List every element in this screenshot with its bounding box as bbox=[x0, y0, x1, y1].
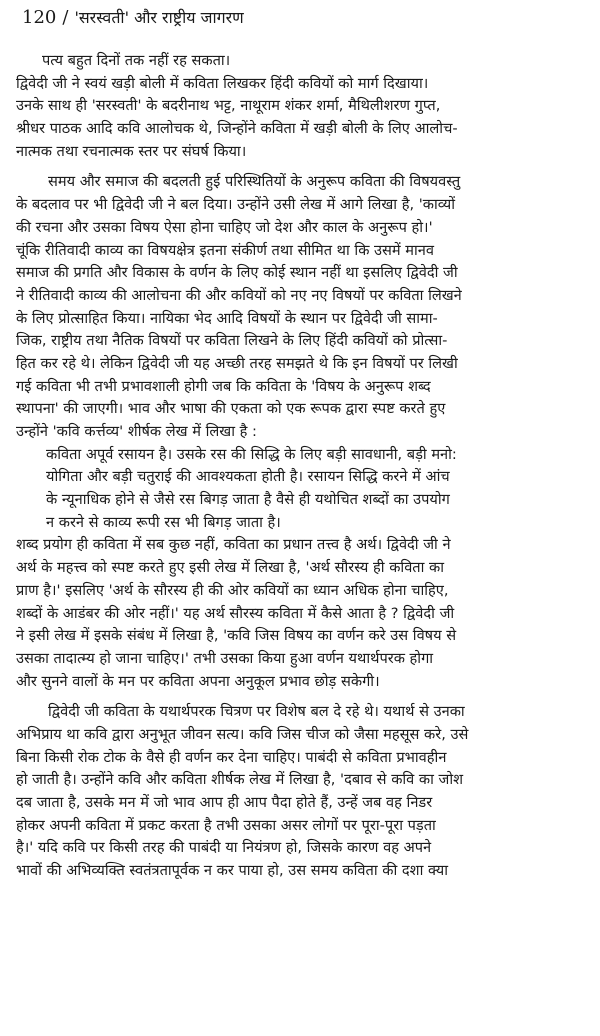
text-line: अर्थ के महत्त्व को स्पष्ट करते हुए इसी लेख में लिखा है, 'अर्थ सौरस्य ही कविता का bbox=[16, 559, 445, 577]
text-line: स्थापना' की जाएगी। भाव और भाषा की एकता को एक रूपक द्वारा स्पष्ट करते हुए bbox=[16, 400, 446, 418]
text-line: हो जाती है। उन्होंने कवि और कविता शीर्षक लेख में लिखा है, 'दबाव से कवि का जोश bbox=[16, 771, 464, 789]
quote-line: योगिता और बड़ी चतुराई की आवश्यकता होती है। रसायन सिद्धि करने में आंच bbox=[46, 468, 450, 486]
text-line: उनके साथ ही 'सरस्वती' के बदरीनाथ भट्ट, नाथूराम शंकर शर्मा, मैथिलीशरण गुप्त, bbox=[16, 97, 441, 115]
text-line: के बदलाव पर भी द्विवेदी जी ने बल दिया। उन्होंने उसी लेख में आगे लिखा है, 'काव्यों bbox=[16, 196, 455, 214]
text-line: होकर अपनी कविता में प्रकट करता है तभी उसका असर लोगों पर पूरा-पूरा पड़ता bbox=[16, 816, 436, 834]
text-line: के लिए प्रोत्साहित किया। नायिका भेद आदि विषयों के स्थान पर द्विवेदी जी सामा- bbox=[16, 309, 438, 327]
text-line: द्विवेदी जी ने स्वयं खड़ी बोली में कविता लिखकर हिंदी कवियों को मार्ग दिखाया। bbox=[16, 74, 429, 92]
paragraph-3 bbox=[16, 534, 586, 693]
text-line: की रचना और उसका विषय ऐसा होना चाहिए जो देश और काल के अनुरूप हो।' bbox=[16, 218, 433, 236]
text-line: और सुनने वालों के मन पर कविता अपना अनुकूल प्रभाव छोड़ सकेगी। bbox=[16, 672, 380, 690]
text-line: दब जाता है, उसके मन में जो भाव आप ही आप पैदा होते हैं, उन्हें जब वह निडर bbox=[16, 794, 433, 811]
text-line: भावों की अभिव्यक्ति स्वतंत्रतापूर्वक न कर पाया हो, उस समय कविता की दशा क्या bbox=[16, 862, 449, 880]
quote-line: न करने से काव्य रूपी रस भी बिगड़ जाता है। bbox=[46, 513, 281, 531]
paragraph-2 bbox=[16, 171, 586, 443]
page-number: 120 bbox=[22, 7, 57, 28]
text-line: उन्होंने 'कवि कर्त्तव्य' शीर्षक लेख में लिखा है : bbox=[16, 423, 257, 440]
text-line: ने रीतिवादी काव्य की आलोचना की और कवियों को नए नए विषयों पर कविता लिखने bbox=[16, 286, 462, 304]
text-line: अभिप्राय था कवि द्वारा अनुभूत जीवन सत्य। कवि जिस चीज को जैसा महसूस करे, उसे bbox=[16, 725, 469, 743]
text-line: समय और समाज की बदलती हुई परिस्थितियों के अनुरूप कविता की विषयवस्तु bbox=[48, 173, 461, 191]
text-line: शब्दों के आडंबर की ओर नहीं।' यह अर्थ सौरस्य कविता में कैसे आता है ? द्विवेदी जी bbox=[16, 604, 455, 622]
paragraph-1 bbox=[16, 73, 586, 164]
text-line: चूंकि रीतिवादी काव्य का विषयक्षेत्र इतना संकीर्ण तथा सीमित था कि उसमें मानव bbox=[16, 241, 435, 259]
text-line: पत्य बहुत दिनों तक नहीं रह सकता। bbox=[42, 52, 231, 69]
text-line: शब्द प्रयोग ही कविता में सब कुछ नहीं, कविता का प्रधान तत्त्व है अर्थ। द्विवेदी जी ने bbox=[16, 536, 451, 554]
text-line: गई कविता भी तभी प्रभावशाली होगी जब कि कविता के 'विषय के अनुरूप शब्द bbox=[16, 377, 431, 395]
quote-line: कविता अपूर्व रसायन है। उसके रस की सिद्धि के लिए बड़ी सावधानी, बड़ी मनो: bbox=[46, 445, 457, 463]
text-line: द्विवेदी जी कविता के यथार्थपरक चित्रण पर विशेष बल दे रहे थे। यथार्थ से उनका bbox=[48, 703, 465, 721]
continuation-line bbox=[16, 50, 586, 73]
text-line: बिना किसी रोक टोक के वैसे ही वर्णन कर देना चाहिए। पाबंदी से कविता प्रभावहीन bbox=[16, 748, 447, 766]
running-header bbox=[22, 6, 586, 30]
running-title: 'सरस्वती' और राष्ट्रीय जागरण bbox=[74, 8, 244, 27]
text-line: ने इसी लेख में इसके संबंध में लिखा है, 'कवि जिस विषय का वर्णन करे उस विषय से bbox=[16, 627, 457, 645]
paragraph-4 bbox=[16, 701, 586, 883]
text-line: है।' यदि कवि पर किसी तरह की पाबंदी या नियंत्रण हो, जिसके कारण वह अपने bbox=[16, 839, 432, 857]
text-line: हित कर रहे थे। लेकिन द्विवेदी जी यह अच्छी तरह समझते थे कि इन विषयों पर लिखी bbox=[16, 354, 458, 372]
text-line: प्राण है।' इसलिए 'अर्थ के सौरस्य ही की ओर कवियों का ध्यान अधिक होना चाहिए, bbox=[16, 581, 449, 599]
text-line: समाज की प्रगति और विकास के वर्णन के लिए कोई स्थान नहीं था इसलिए द्विवेदी जी bbox=[16, 264, 458, 282]
text-line: नात्मक तथा रचनात्मक स्तर पर संघर्ष किया। bbox=[16, 142, 247, 160]
quote-line: के न्यूनाधिक होने से जैसे रस बिगड़ जाता है वैसे ही यथोचित शब्दों का उपयोग bbox=[46, 491, 450, 509]
text-line: जिक, राष्ट्रीय तथा नैतिक विषयों पर कविता लिखने के लिए हिंदी कवियों को प्रोत्सा- bbox=[16, 332, 448, 350]
header-separator: / bbox=[62, 7, 69, 28]
text-line: श्रीधर पाठक आदि कवि आलोचक थे, जिन्होंने कविता में खड़ी बोली के लिए आलोच- bbox=[16, 120, 458, 138]
text-line: उसका तादात्म्य हो जाना चाहिए।' तभी उसका किया हुआ वर्णन यथार्थपरक होगा bbox=[16, 649, 434, 667]
block-quote bbox=[16, 444, 586, 535]
